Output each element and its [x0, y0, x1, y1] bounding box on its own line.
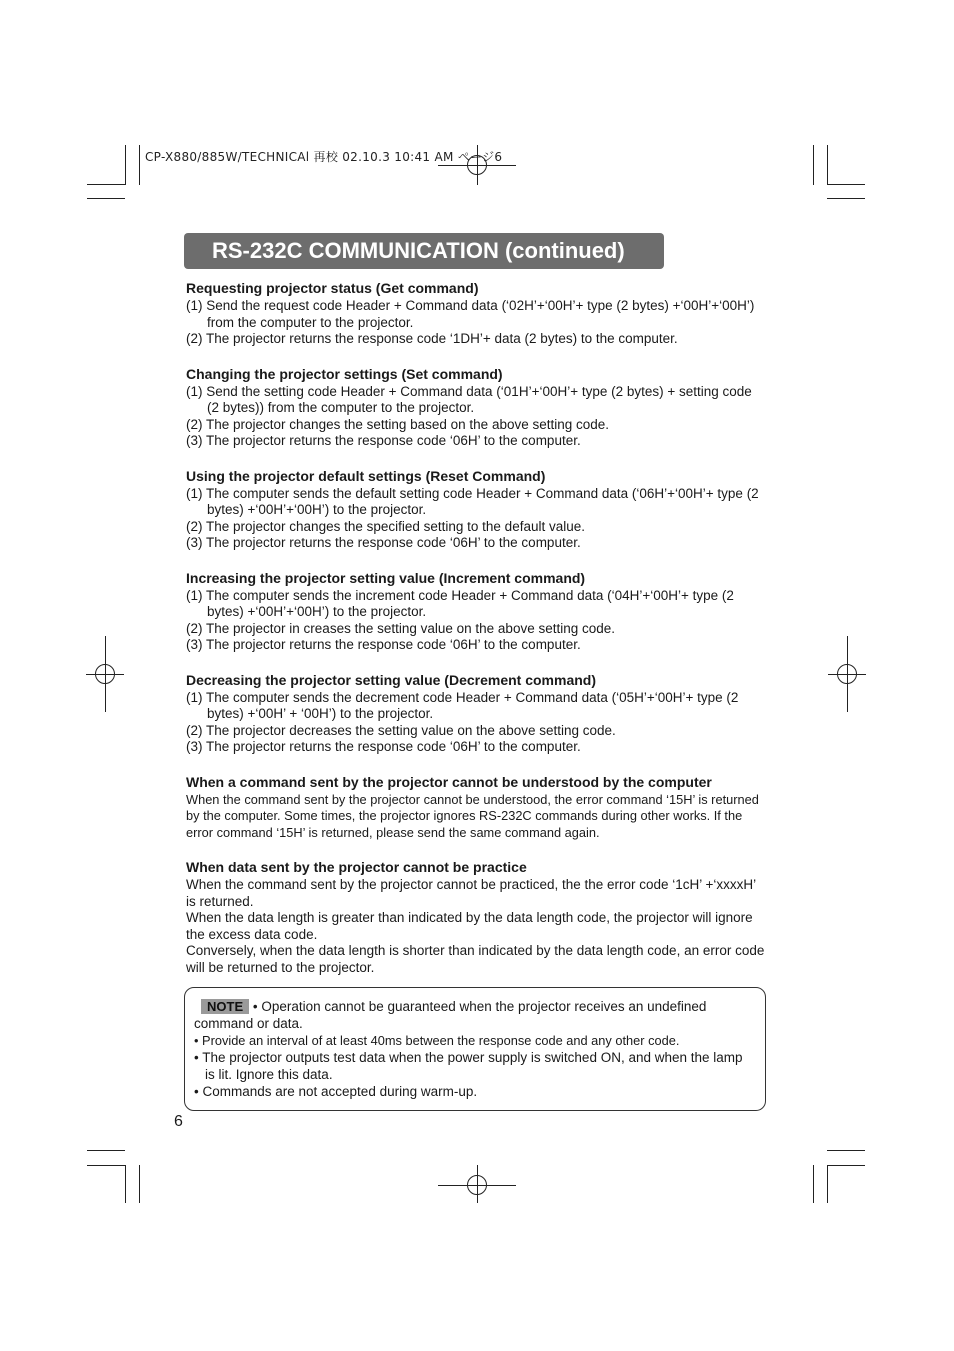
note-bullet: • Provide an interval of at least 40ms between the response code and any other code.: [194, 1033, 680, 1048]
list-item: (3) The projector returns the response code ‘06H’ to the computer.: [186, 535, 581, 550]
print-slug: CP-X880/885W/TECHNICAl 再校 02.10.3 10:41 AM ページ6: [145, 150, 503, 164]
paragraph: When the command sent by the projector cannot be understood, the error command ‘15H’ is returned by the computer. Some times, the projector ignores RS-232C commands during other works. If the error command ‘15H’ is returned, please send the same command again.: [186, 791, 759, 840]
crop-mark: [827, 1150, 865, 1151]
paragraph: When the command sent by the projector cannot be practiced, the the error code ‘1cH’ +‘xxxxH’ is returned.: [186, 877, 756, 909]
main-content: [186, 280, 766, 994]
crop-mark: [125, 1165, 126, 1203]
list-item: (2) The projector changes the setting based on the above setting code.: [186, 416, 610, 432]
list-item: (3) The projector returns the response code ‘06H’ to the computer.: [186, 739, 581, 754]
list-item: (1) The computer sends the decrement code Header + Command data (‘05H’+‘00H’+ type (2 bytes) +‘00H’ + ‘00H’) to the projector.: [186, 689, 739, 721]
crop-mark: [813, 145, 814, 185]
crop-mark: [87, 184, 125, 185]
crop-mark: [827, 198, 865, 199]
section-heading: Changing the projector settings (Set command): [186, 365, 503, 382]
section-heading: Requesting projector status (Get command): [186, 280, 479, 296]
list-item: (1) The computer sends the default setting code Header + Command data (‘06H’+‘00H’+ type (2 bytes) +‘00H’+‘00H’) to the projector.: [186, 485, 759, 517]
crop-mark: [827, 145, 828, 185]
list-item: (1) Send the setting code Header + Command data (‘01H’+‘00H’+ type (2 bytes) + setting code (2 bytes)) from the computer to the projector.: [186, 383, 752, 415]
list-item: (2) The projector changes the specified setting to the default value.: [186, 518, 585, 534]
section-set-command: [186, 366, 766, 450]
crop-mark: [827, 184, 865, 185]
crop-mark: [125, 145, 126, 185]
note-box: [184, 987, 766, 1111]
note-bullet: • Commands are not accepted during warm-up.: [194, 1084, 478, 1099]
note-bullet: • The projector outputs test data when the power supply is switched ON, and when the lamp is lit. Ignore this data.: [194, 1050, 743, 1082]
crop-mark: [87, 1165, 125, 1166]
section-error-command: [186, 774, 766, 842]
section-decrement-command: [186, 672, 766, 756]
note-first-line: [194, 998, 755, 1032]
registration-mark: [477, 1165, 478, 1203]
list-item: (2) The projector returns the response code ‘1DH’+ data (2 bytes) to the computer.: [186, 331, 678, 346]
section-heading: Increasing the projector setting value (Increment command): [186, 569, 586, 586]
crop-mark: [139, 145, 140, 185]
list-item: (1) Send the request code Header + Command data (‘02H’+‘00H’+ type (2 bytes) +‘00H’+‘00H’) from the computer to the projector.: [186, 298, 755, 330]
section-heading: When a command sent by the projector cannot be understood by the computer: [186, 773, 712, 790]
crop-mark: [87, 1150, 125, 1151]
section-practice-error: [186, 859, 766, 976]
section-heading: When data sent by the projector cannot be practice: [186, 859, 527, 875]
crop-mark: [827, 1165, 865, 1166]
section-heading: Using the projector default settings (Reset Command): [186, 467, 546, 484]
crop-mark: [139, 1165, 140, 1203]
section-heading: Decreasing the projector setting value (Decrement command): [186, 671, 596, 688]
section-increment-command: [186, 570, 766, 654]
crop-mark: [813, 1165, 814, 1203]
registration-mark: [105, 636, 106, 712]
list-item: (1) The computer sends the increment code Header + Command data (‘04H’+‘00H’+ type (2 bytes) +‘00H’+‘00H’) to the projector.: [186, 587, 734, 619]
list-item: (2) The projector in creases the setting value on the above setting code.: [186, 620, 616, 636]
section-reset-command: [186, 468, 766, 552]
registration-mark: [847, 636, 848, 712]
list-item: (3) The projector returns the response code ‘06H’ to the computer.: [186, 637, 581, 652]
page-title: RS-232C COMMUNICATION (continued): [212, 238, 625, 263]
section-get-command: [186, 280, 766, 348]
list-item: (3) The projector returns the response code ‘06H’ to the computer.: [186, 433, 581, 448]
crop-mark: [827, 1165, 828, 1203]
page-number: 6: [174, 1113, 183, 1130]
note-text: • Operation cannot be guaranteed when the projector receives an undefined command or data.: [194, 999, 707, 1031]
note-label: NOTE: [201, 999, 249, 1014]
paragraph: Conversely, when the data length is shorter than indicated by the data length code, an error code will be returned to the projector.: [186, 943, 765, 975]
crop-mark: [87, 198, 125, 199]
paragraph: When the data length is greater than indicated by the data length code, the projector will ignore the excess data code.: [186, 910, 753, 942]
list-item: (2) The projector decreases the setting value on the above setting code.: [186, 722, 616, 738]
